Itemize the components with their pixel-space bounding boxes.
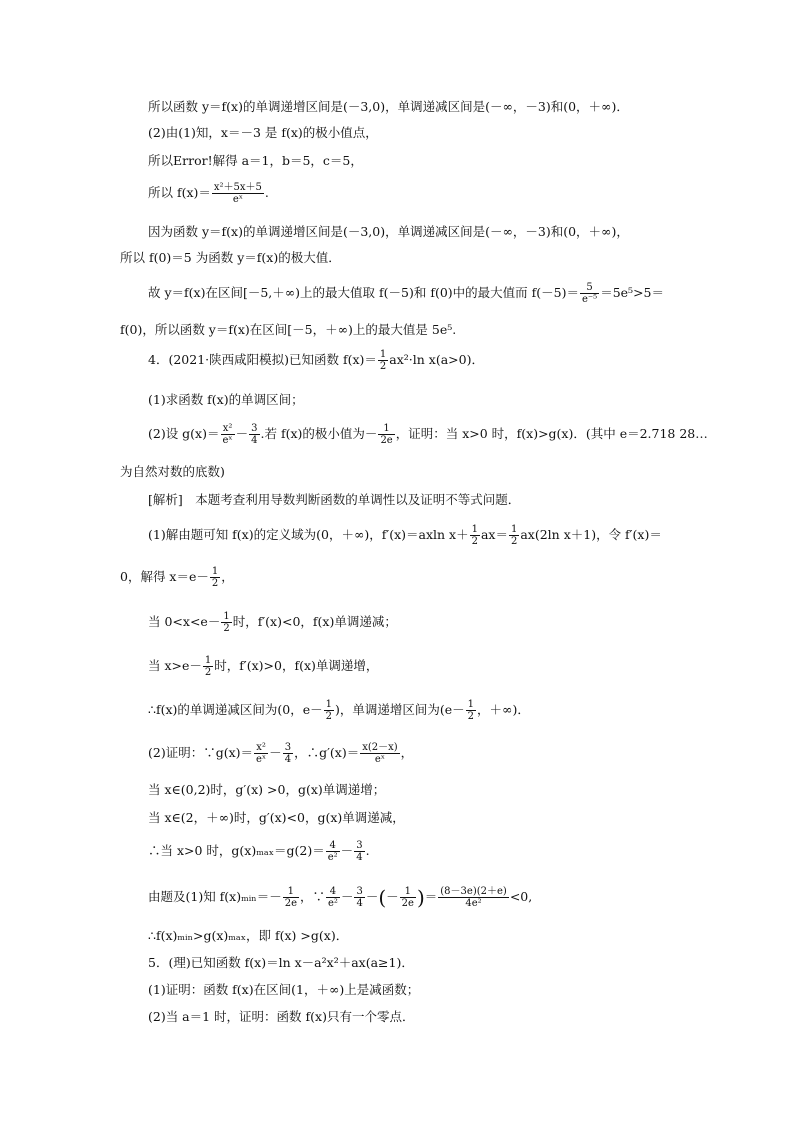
- text-line: [148, 224, 629, 240]
- text-line: [148, 697, 530, 723]
- numerator: x²: [254, 742, 268, 754]
- text: ，＋∞)．: [477, 702, 530, 717]
- text: <0,: [509, 889, 533, 904]
- text-line: [148, 955, 414, 971]
- text: －: [340, 889, 354, 904]
- denominator: 2e: [284, 898, 297, 909]
- text: 当 x>e－: [148, 658, 202, 673]
- numerator: 1: [467, 699, 475, 710]
- text: 当 0<x<e－: [148, 614, 221, 629]
- text: ，证明：当 x>0 时，f(x)>g(x)．(其中 e＝2.718 28…: [395, 426, 708, 441]
- text: f(0)，所以函数 y＝f(x)在区间[－5，＋∞)上的最大值是 5e⁵.: [120, 322, 457, 337]
- fraction: [324, 699, 334, 722]
- numerator: 1: [510, 524, 518, 535]
- text: ，∴g′(x)＝: [294, 745, 360, 760]
- text-line: [148, 392, 304, 408]
- denominator: 4: [356, 852, 363, 863]
- text-line: [148, 609, 397, 635]
- fraction: [210, 566, 220, 589]
- fraction: [470, 524, 480, 547]
- text-line: [120, 564, 234, 590]
- text-line: [148, 740, 413, 766]
- denominator: 2: [325, 711, 332, 722]
- text: ∴当 x>0 时，g(x)ₘₐₓ＝g(2)＝: [148, 843, 325, 858]
- denominator: 2e: [401, 898, 414, 909]
- text: 故 y＝f(x)在区间[－5,＋∞)上的最大值取 f(－5)和 f(0)中的最大值而 f(－5)＝: [148, 285, 579, 300]
- text: ax＝: [480, 527, 508, 542]
- text: .若 f(x)的极小值为－: [260, 426, 378, 441]
- numerator: x²: [221, 423, 235, 435]
- denominator: 2: [211, 578, 219, 589]
- fraction: [580, 282, 599, 305]
- numerator: x(2－x): [362, 742, 398, 753]
- text: ，∵: [299, 889, 325, 904]
- numerator: 1: [204, 655, 212, 666]
- fraction: [509, 524, 519, 547]
- text: ，: [400, 745, 414, 760]
- fraction: [212, 182, 264, 205]
- text: ＝: [424, 889, 438, 904]
- fraction: [354, 886, 364, 909]
- fraction: [378, 349, 388, 372]
- text-line: [120, 322, 456, 338]
- text: ＝5e⁵>5＝: [600, 285, 664, 300]
- text-line: [148, 280, 664, 306]
- text-line: [148, 153, 363, 169]
- text: 所以Error!解得 a＝1，b＝5，c＝5，: [148, 153, 363, 168]
- text: 0，解得 x＝e－: [120, 569, 209, 584]
- text: .: [264, 185, 269, 200]
- text: (2)设 g(x)＝: [148, 426, 220, 441]
- fraction: [283, 886, 299, 909]
- fraction: [326, 886, 340, 909]
- fraction: [221, 611, 231, 634]
- numerator: 3: [356, 840, 363, 851]
- text: 时，f′(x)<0，f(x)单调递减；: [232, 614, 397, 629]
- fraction: [378, 423, 394, 446]
- text: (2)由(1)知，x＝－3 是 f(x)的极小值点，: [148, 125, 378, 140]
- text: 当 x∈(2，＋∞)时，g′(x)<0，g(x)单调递减，: [148, 810, 405, 825]
- text: ax²·ln x(a>0)．: [389, 352, 484, 367]
- text: －: [340, 843, 354, 858]
- denominator: 4e²: [465, 898, 482, 909]
- text: －: [365, 889, 379, 904]
- text: 5．(理)已知函数 f(x)＝ln x－a²x²＋ax(a≥1)．: [148, 955, 414, 970]
- text: (1)求函数 f(x)的单调区间；: [148, 392, 304, 407]
- numerator: 1: [283, 886, 299, 898]
- denominator: 2e: [380, 435, 393, 446]
- text: 时，f′(x)>0，f(x)单调递增，: [214, 658, 379, 673]
- text: 所以 f(0)＝5 为函数 y＝f(x)的极大值．: [120, 250, 341, 265]
- fraction: [254, 742, 268, 765]
- numerator: 1: [400, 886, 416, 898]
- numerator: 1: [211, 566, 219, 577]
- fraction: [249, 423, 259, 446]
- denominator: 2: [379, 361, 387, 372]
- text: (2)证明：∵g(x)＝: [148, 745, 254, 760]
- numerator: 1: [379, 349, 387, 360]
- denominator: 4: [356, 898, 363, 909]
- fraction: [466, 699, 476, 722]
- text: 所以 f(x)＝: [148, 185, 211, 200]
- left-paren: (: [378, 885, 387, 910]
- text-line: [148, 884, 532, 911]
- numerator: 1: [325, 699, 332, 710]
- fraction: [326, 840, 340, 863]
- text-line: [148, 522, 662, 548]
- text: －: [269, 745, 282, 760]
- text-line: [148, 347, 484, 373]
- denominator: e²: [328, 898, 338, 909]
- fraction: [400, 886, 416, 909]
- text-line: [148, 982, 419, 998]
- fraction: [360, 742, 399, 765]
- numerator: (8－3e)(2＋e): [440, 886, 507, 897]
- denominator: 2: [223, 623, 230, 634]
- text-line: [148, 928, 348, 944]
- text: (1)解由题可知 f(x)的定义域为(0，＋∞)，f′(x)＝axln x＋: [148, 527, 469, 542]
- denominator: 2: [467, 711, 475, 722]
- text-line: [148, 810, 405, 826]
- denominator: eˣ: [232, 194, 243, 205]
- text: 4．(2021·陕西咸阳模拟)已知函数 f(x)＝: [148, 352, 377, 367]
- denominator: 4: [284, 754, 292, 765]
- text: 为自然对数的底数): [120, 464, 225, 479]
- text-line: [120, 464, 225, 480]
- denominator: e⁻⁵: [581, 294, 598, 305]
- text: 当 x∈(0,2)时，g′(x) >0，g(x)单调递增；: [148, 782, 386, 797]
- text-line: [148, 653, 378, 679]
- numerator: 1: [223, 611, 230, 622]
- numerator: 1: [471, 524, 478, 535]
- text: )，单调递增区间为(e－: [335, 702, 465, 717]
- text: ax(2ln x＋1)，令 f′(x)＝: [520, 527, 662, 542]
- numerator: 4: [326, 886, 340, 898]
- text: ，: [221, 569, 234, 584]
- text-line: [148, 838, 370, 864]
- text: －: [386, 889, 399, 904]
- numerator: x²＋5x＋5: [213, 182, 262, 193]
- text: (2)当 a＝1 时，证明：函数 f(x)只有一个零点．: [148, 1009, 415, 1024]
- text-line: [148, 1009, 414, 1025]
- fraction: [203, 655, 213, 678]
- text-line: [148, 492, 520, 508]
- numerator: 3: [251, 423, 258, 434]
- text-line: [148, 782, 385, 798]
- fraction: [354, 840, 364, 863]
- text: (1)证明：函数 f(x)在区间(1，＋∞)上是减函数；: [148, 982, 420, 997]
- text: ∴f(x)ₘᵢₙ>g(x)ₘₐₓ，即 f(x) >g(x)．: [148, 928, 349, 943]
- numerator: 1: [378, 423, 394, 435]
- numerator: 4: [326, 840, 340, 852]
- text: [解析] 本题考查利用导数判断函数的单调性以及证明不等式问题．: [148, 492, 521, 507]
- text: .: [365, 843, 370, 858]
- text-line: [148, 180, 269, 206]
- denominator: eˣ: [256, 754, 267, 765]
- text: 所以函数 y＝f(x)的单调递增区间是(－3,0)，单调递减区间是(－∞，－3)和(0，＋∞)．: [148, 99, 629, 114]
- denominator: 2: [510, 536, 518, 547]
- text: ∴f(x)的单调递减区间为(0，e－: [148, 702, 323, 717]
- fraction: [221, 423, 235, 446]
- right-paren: ): [416, 885, 425, 910]
- denominator: eˣ: [222, 435, 233, 446]
- denominator: 2: [204, 667, 212, 678]
- text: －: [235, 426, 249, 441]
- numerator: 5: [580, 282, 599, 294]
- fraction: [438, 886, 509, 909]
- text-line: [148, 421, 708, 447]
- text-line: [148, 99, 629, 115]
- text-line: [148, 125, 378, 141]
- fraction: [283, 742, 293, 765]
- denominator: eˣ: [374, 754, 386, 765]
- denominator: e²: [327, 852, 338, 863]
- denominator: 4: [251, 435, 258, 446]
- numerator: 3: [284, 742, 292, 753]
- numerator: 3: [356, 886, 363, 897]
- denominator: 2: [471, 536, 478, 547]
- text-line: [120, 250, 341, 266]
- text: 由题及(1)知 f(x)ₘᵢₙ＝－: [148, 889, 282, 904]
- text: 因为函数 y＝f(x)的单调递增区间是(－3,0)，单调递减区间是(－∞，－3)和(0，＋∞)，: [148, 224, 629, 239]
